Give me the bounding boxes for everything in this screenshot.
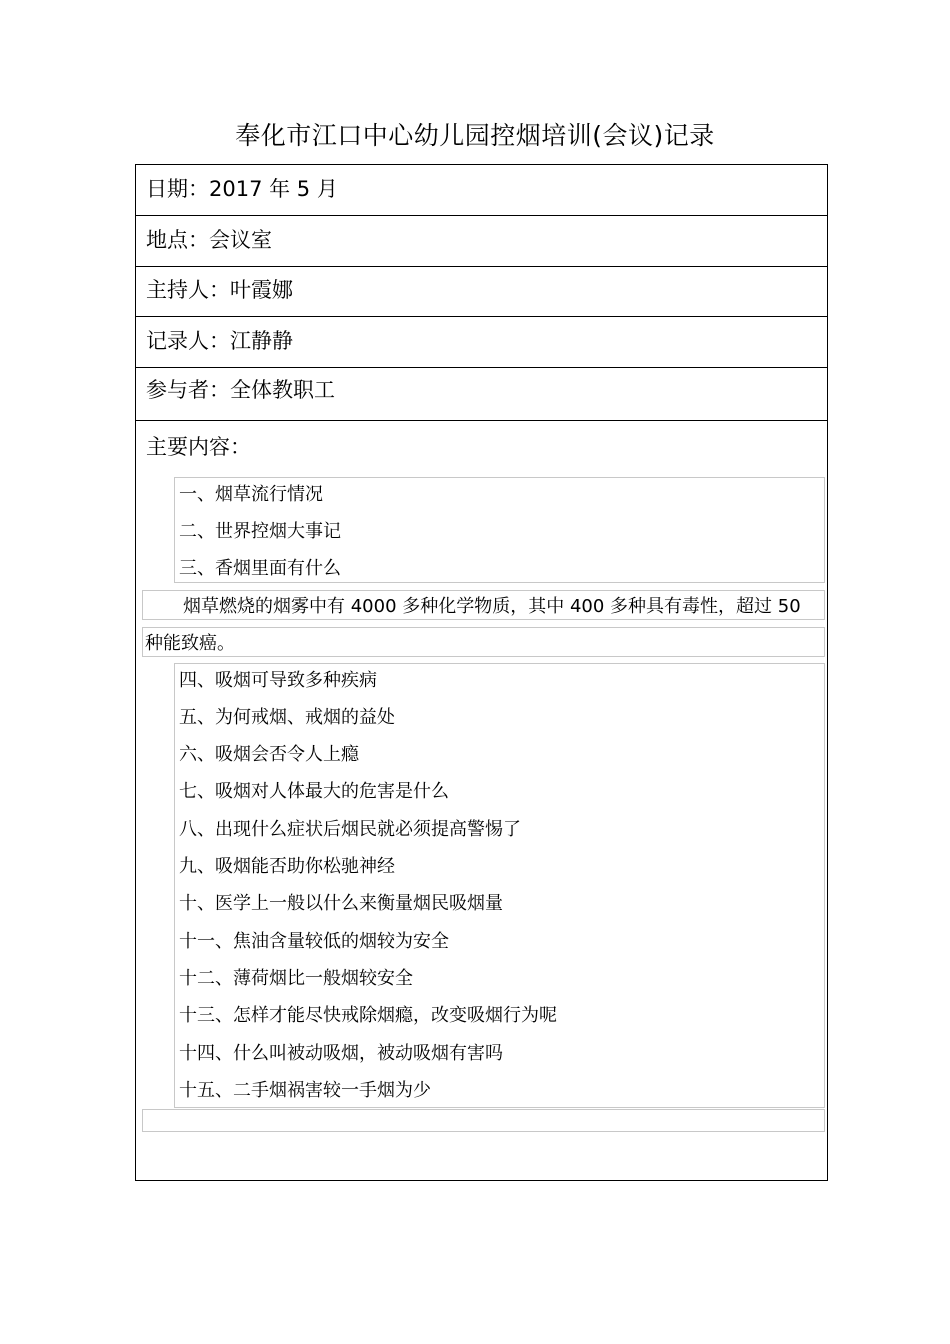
recorder-row [136,317,827,368]
location-row [136,216,827,267]
paragraph-line-2: 种能致癌。 [145,633,235,654]
list-item: 十五、二手烟祸害较一手烟为少 [179,1080,431,1101]
date-row [136,165,827,216]
list-item: 八、出现什么症状后烟民就必须提高警惕了 [179,819,521,840]
list-item: 一、烟草流行情况 [179,484,323,505]
topics-list-a [174,477,825,583]
list-item: 七、吸烟对人体最大的危害是什么 [179,781,449,802]
recorder-field: 记录人：江静静 [146,329,293,353]
list-item: 十四、什么叫被动吸烟，被动吸烟有害吗 [179,1043,503,1064]
content-label: 主要内容： [146,435,251,459]
paragraph-box-2 [142,627,825,657]
page-title: 奉化市江口中心幼儿园控烟培训(会议)记录 [235,121,715,150]
list-item: 五、为何戒烟、戒烟的益处 [179,707,395,728]
empty-box [142,1109,825,1132]
paragraph-line-1: 烟草燃烧的烟雾中有 4000 多种化学物质，其中 400 多种具有毒性，超过 50 [183,596,801,617]
location-field: 地点：会议室 [146,228,272,252]
date-field: 日期：2017 年 5 月 [146,177,338,201]
paragraph-box-1 [142,590,825,620]
host-row [136,267,827,317]
list-item: 十、医学上一般以什么来衡量烟民吸烟量 [179,893,503,914]
list-item: 十二、薄荷烟比一般烟较安全 [179,968,413,989]
list-item: 四、吸烟可导致多种疾病 [179,670,377,691]
participants-field: 参与者：全体教职工 [146,378,335,402]
list-item: 六、吸烟会否令人上瘾 [179,744,359,765]
list-item: 十一、焦油含量较低的烟较为安全 [179,931,449,952]
record-table [135,164,828,1181]
list-item: 九、吸烟能否助你松驰神经 [179,856,395,877]
list-item: 二、世界控烟大事记 [179,521,341,542]
participants-row [136,368,827,421]
list-item: 三、香烟里面有什么 [179,558,341,579]
topics-list-b [174,663,825,1108]
host-field: 主持人：叶霞娜 [146,278,293,302]
list-item: 十三、怎样才能尽快戒除烟瘾，改变吸烟行为呢 [179,1005,557,1026]
